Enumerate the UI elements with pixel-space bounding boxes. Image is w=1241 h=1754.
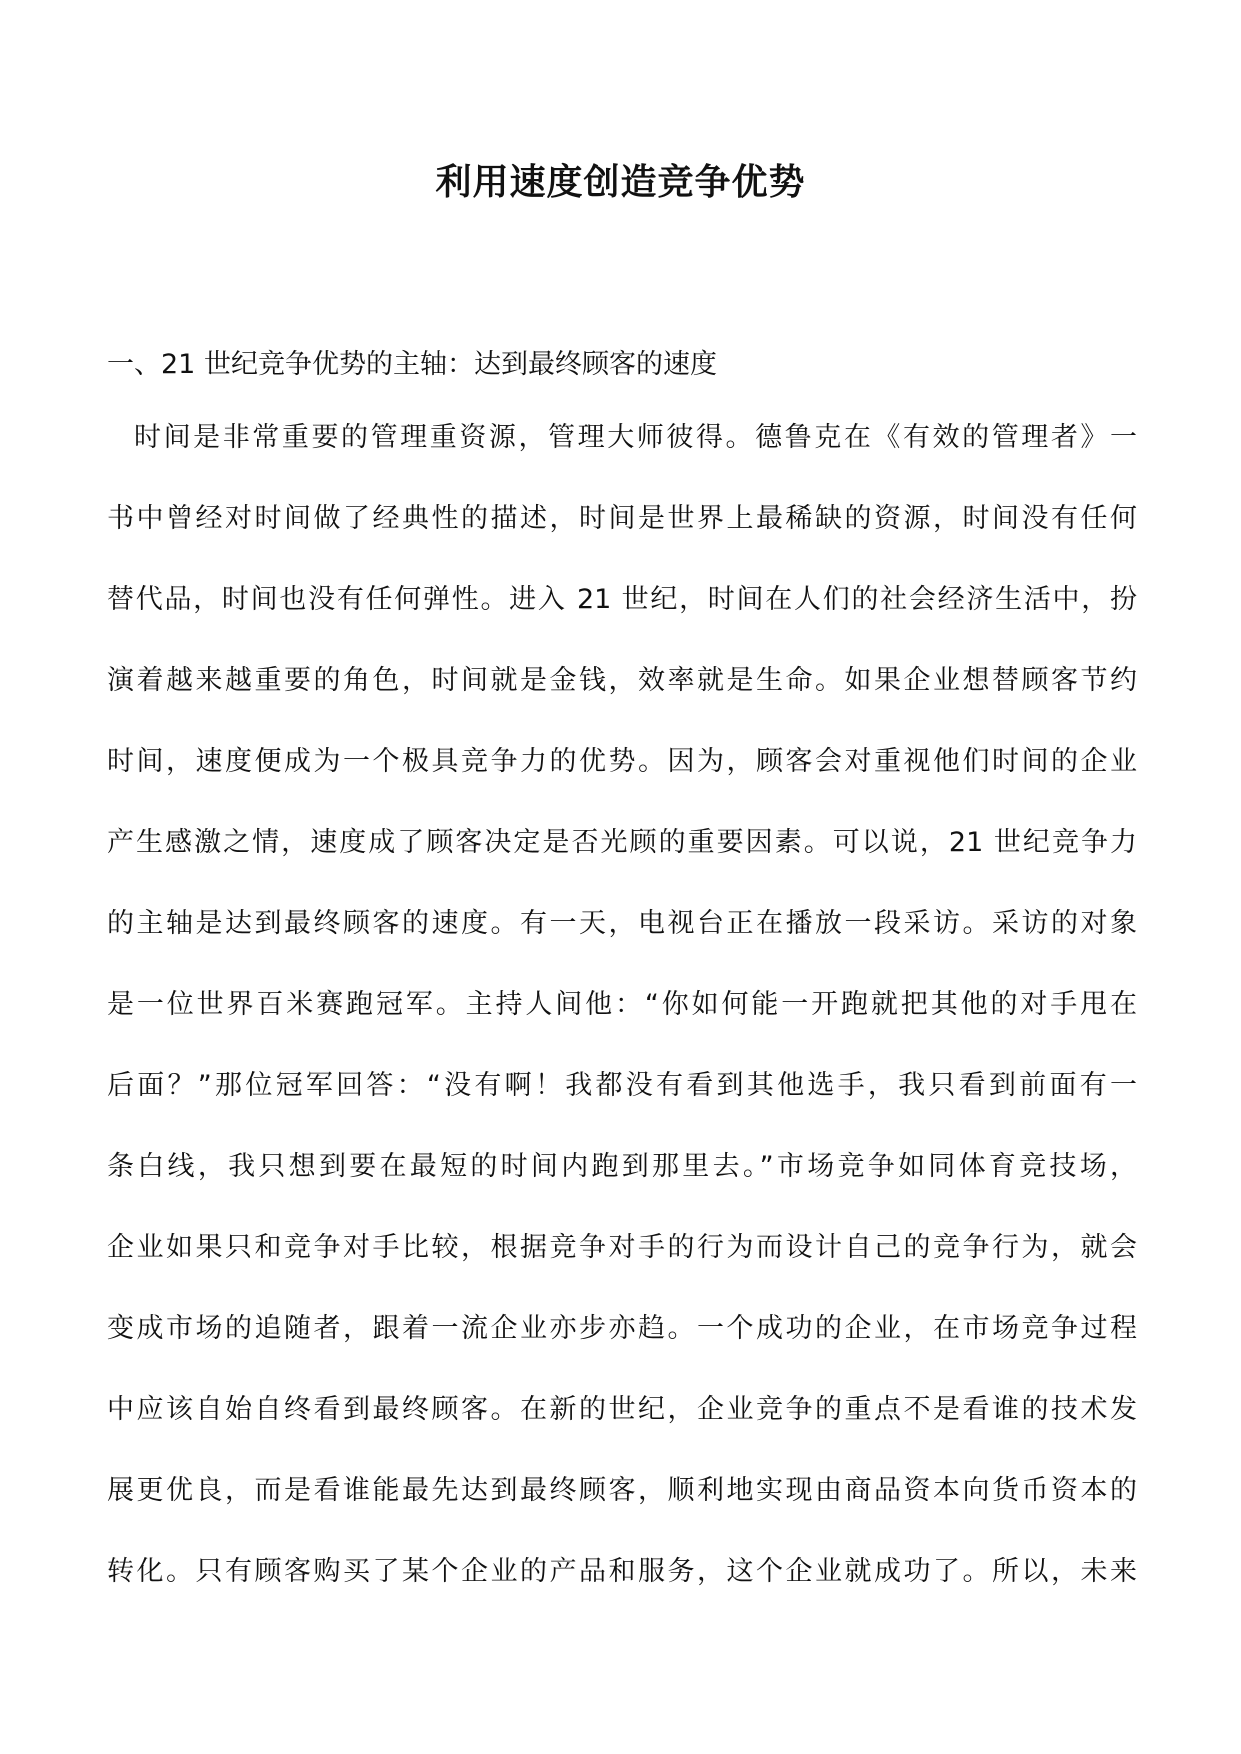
body-line: 后面？”那位冠军回答：“没有啊！我都没有看到其他选手，我只看到前面有一	[107, 1070, 1137, 1101]
body-line: 转化。只有顾客购买了某个企业的产品和服务，这个企业就成功了。所以，未来	[107, 1556, 1137, 1587]
body-line: 变成市场的追随者，跟着一流企业亦步亦趋。一个成功的企业，在市场竞争过程	[107, 1313, 1137, 1344]
body-line: 展更优良，而是看谁能最先达到最终顾客，顺利地实现由商品资本向货币资本的	[107, 1475, 1137, 1506]
body-line: 替代品，时间也没有任何弹性。进入 21 世纪，时间在人们的社会经济生活中，扮	[107, 584, 1137, 615]
body-line: 演着越来越重要的角色，时间就是金钱，效率就是生命。如果企业想替顾客节约	[107, 665, 1137, 696]
body-line: 企业如果只和竞争对手比较，根据竞争对手的行为而设计自己的竞争行为，就会	[107, 1232, 1137, 1263]
body-line: 时间是非常重要的管理重资源，管理大师彼得。德鲁克在《有效的管理者》一	[134, 422, 1137, 453]
body-line: 书中曾经对时间做了经典性的描述，时间是世界上最稀缺的资源，时间没有任何	[107, 503, 1137, 534]
body-line: 的主轴是达到最终顾客的速度。有一天，电视台正在播放一段采访。采访的对象	[107, 908, 1137, 939]
body-line: 时间，速度便成为一个极具竞争力的优势。因为，顾客会对重视他们时间的企业	[107, 746, 1137, 777]
body-line: 中应该自始自终看到最终顾客。在新的世纪，企业竞争的重点不是看谁的技术发	[107, 1394, 1137, 1425]
body-line: 产生感激之情，速度成了顾客决定是否光顾的重要因素。可以说，21 世纪竞争力	[107, 827, 1137, 858]
body-line: 条白线，我只想到要在最短的时间内跑到那里去。”市场竞争如同体育竞技场，	[107, 1151, 1137, 1182]
body-line: 是一位世界百米赛跑冠军。主持人间他：“你如何能一开跑就把其他的对手甩在	[107, 989, 1137, 1020]
body-paragraph	[107, 418, 1137, 1633]
section-heading: 一、21 世纪竞争优势的主轴：达到最终顾客的速度	[107, 349, 717, 380]
document-title: 利用速度创造竞争优势	[435, 161, 806, 203]
